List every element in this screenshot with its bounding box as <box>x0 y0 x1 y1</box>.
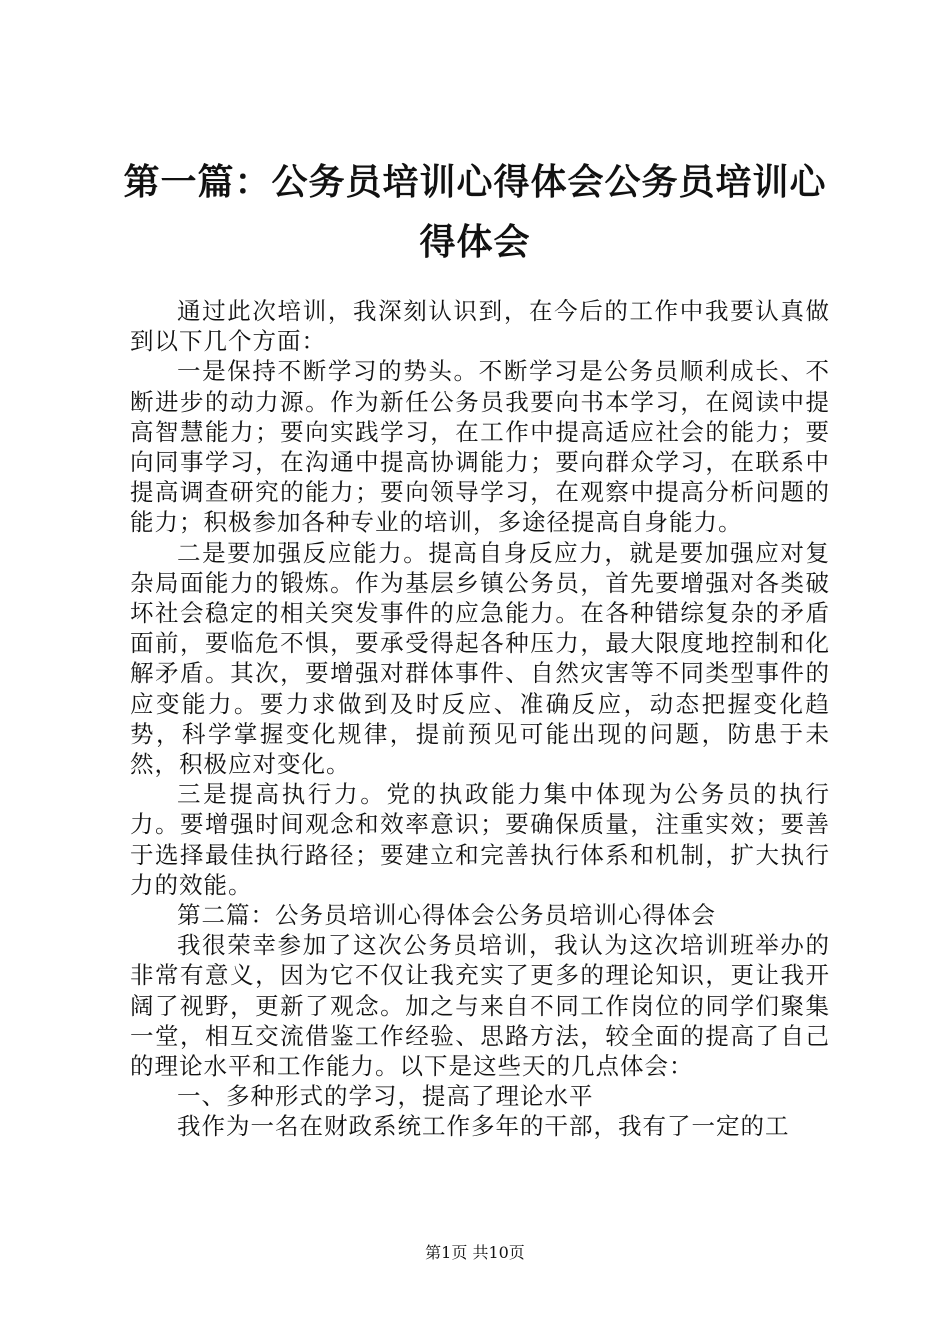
paragraph: 二是要加强反应能力。提高自身反应力，就是要加强应对复杂局面能力的锻炼。作为基层乡镇公务员，首先要增强对各类破坏社会稳定的相关突发事件的应急能力。在各种错综复杂的矛盾面前，要临危不惧，要承受得起各种压力，最大限度地控制和化解矛盾。其次，要增强对群体事件、自然灾害等不同类型事件的应变能力。要力求做到及时反应、准确反应，动态把握变化趋势，科学掌握变化规律，提前预见可能出现的问题，防患于未然，积极应对变化。 <box>130 538 830 779</box>
section-heading: 第二篇：公务员培训心得体会公务员培训心得体会 <box>177 901 716 930</box>
paragraph: 一是保持不断学习的势头。不断学习是公务员顺利成长、不断进步的动力源。作为新任公务员我要向书本学习，在阅读中提高智慧能力；要向实践学习，在工作中提高适应社会的能力；要向同事学习，在沟通中提高协调能力；要向群众学习，在联系中提高调查研究的能力；要向领导学习，在观察中提高分析问题的能力；积极参加各种专业的培训，多途径提高自身能力。 <box>130 357 830 537</box>
paragraph: 我作为一名在财政系统工作多年的干部，我有了一定的工 <box>177 1112 790 1141</box>
paragraph: 三是提高执行力。党的执政能力集中体现为公务员的执行力。要增强时间观念和效率意识；要确保质量，注重实效；要善于选择最佳执行路径；要建立和完善执行体系和机制，扩大执行力的效能。 <box>130 780 830 899</box>
subsection-heading: 一、多种形式的学习，提高了理论水平 <box>177 1082 594 1111</box>
document-title: 第一篇：公务员培训心得体会公务员培训心得体会 <box>123 161 827 263</box>
paragraph: 我很荣幸参加了这次公务员培训，我认为这次培训班举办的非常有意义，因为它不仅让我充实了更多的理论知识，更让我开阔了视野，更新了观念。加之与来自不同工作岗位的同学们聚集一堂，相互交流借鉴工作经验、思路方法，较全面的提高了自己的理论水平和工作能力。以下是这些天的几点体会： <box>130 931 830 1081</box>
page-footer: 第1页 共10页 <box>425 1243 525 1262</box>
document-body <box>130 296 830 1142</box>
paragraph: 通过此次培训，我深刻认识到，在今后的工作中我要认真做到以下几个方面： <box>130 297 830 356</box>
